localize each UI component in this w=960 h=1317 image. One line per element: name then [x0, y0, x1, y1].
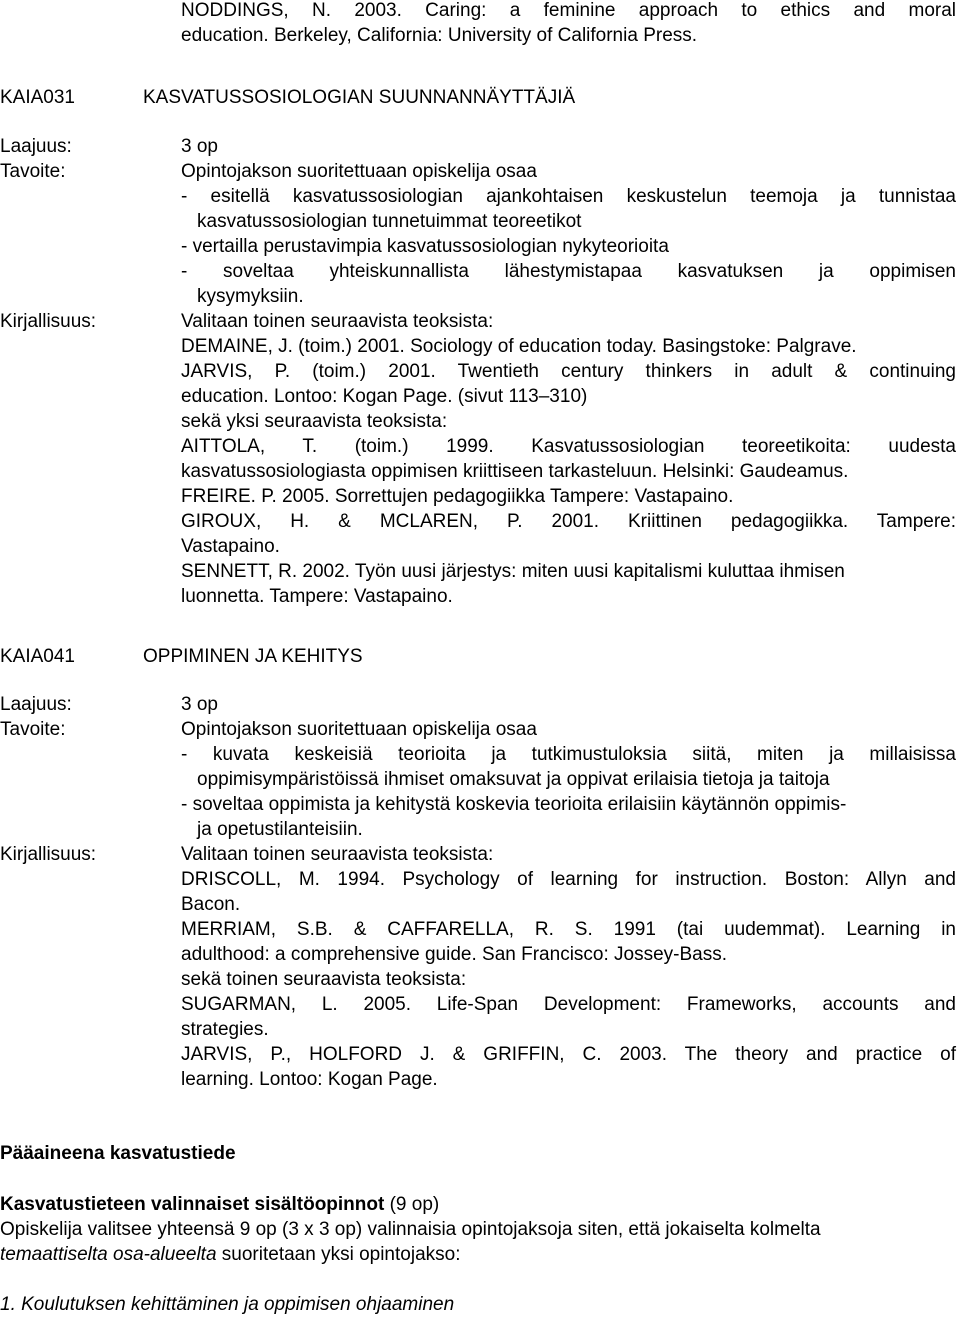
kirjallisuus-line: JARVIS, P. (toim.) 2001. Twentieth century thinkers in adult & continuing	[181, 361, 956, 382]
course-title: KASVATUSSOSIOLOGIAN SUUNNANNÄYTTÄJIÄ	[143, 87, 576, 108]
kirjallisuus-line: sekä toinen seuraavista teoksista:	[181, 969, 467, 990]
tavoite-label: Tavoite:	[0, 719, 66, 740]
kirjallisuus-line: adulthood: a comprehensive guide. San Francisco: Jossey-Bass.	[181, 944, 728, 965]
kirjallisuus-line: GIROUX, H. & MCLAREN, P. 2001. Kriittinen pedagogiikka. Tampere:	[181, 511, 956, 532]
laajuus-label: Laajuus:	[0, 694, 72, 715]
kirjallisuus-line: strategies.	[181, 1019, 269, 1040]
course-code: KAIA031	[0, 87, 75, 108]
kirjallisuus-line: education. Lontoo: Kogan Page. (sivut 113–310)	[181, 386, 588, 407]
tavoite-line: - esitellä kasvatussosiologian ajankohtaisen keskustelun teemoja ja tunnistaa	[181, 186, 956, 207]
kirjallisuus-line: kasvatussosiologiasta oppimisen kriittiseen tarkasteluun. Helsinki: Gaudeamus.	[181, 461, 849, 482]
kirjallisuus-line: SUGARMAN, L. 2005. Life-Span Development: Frameworks, accounts and	[181, 994, 956, 1015]
reference-line: NODDINGS, N. 2003. Caring: a feminine approach to ethics and moral	[181, 0, 956, 21]
paragraph-line: Opiskelija valitsee yhteensä 9 op (3 x 3 op) valinnaisia opintojaksoja siten, että jokaiselta kolmelta	[0, 1219, 821, 1240]
kirjallisuus-line: JARVIS, P., HOLFORD J. & GRIFFIN, C. 2003. The theory and practice of	[181, 1044, 956, 1065]
kirjallisuus-line: Vastapaino.	[181, 536, 280, 557]
kirjallisuus-line: FREIRE. P. 2005. Sorrettujen pedagogiikka Tampere: Vastapaino.	[181, 486, 734, 507]
kirjallisuus-line: Valitaan toinen seuraavista teoksista:	[181, 844, 494, 865]
tavoite-line: oppimisympäristöissä ihmiset omaksuvat ja oppivat erilaisia tietoja ja taitoja	[197, 769, 830, 790]
list-item: 1. Koulutuksen kehittäminen ja oppimisen ohjaaminen	[0, 1294, 455, 1315]
subheading-rest: (9 op)	[384, 1194, 440, 1215]
kirjallisuus-line: DRISCOLL, M. 1994. Psychology of learning for instruction. Boston: Allyn and	[181, 869, 956, 890]
tavoite-line: - vertailla perustavimpia kasvatussosiologian nykyteorioita	[181, 236, 669, 257]
kirjallisuus-line: MERRIAM, S.B. & CAFFARELLA, R. S. 1991 (tai uudemmat). Learning in	[181, 919, 956, 940]
kirjallisuus-label: Kirjallisuus:	[0, 844, 97, 865]
subheading	[0, 1192, 439, 1217]
laajuus-value: 3 op	[181, 136, 218, 157]
tavoite-line: kysymyksiin.	[197, 286, 304, 307]
tavoite-line: - soveltaa yhteiskunnallista lähestymistapaa kasvatuksen ja oppimisen	[181, 261, 956, 282]
kirjallisuus-line: luonnetta. Tampere: Vastapaino.	[181, 586, 453, 607]
course-code: KAIA041	[0, 646, 75, 667]
tavoite-label: Tavoite:	[0, 161, 66, 182]
paragraph-rest: suoritetaan yksi opintojakso:	[216, 1244, 461, 1265]
kirjallisuus-line: AITTOLA, T. (toim.) 1999. Kasvatussosiologian teoreetikoita: uudesta	[181, 436, 956, 457]
kirjallisuus-label: Kirjallisuus:	[0, 311, 97, 332]
kirjallisuus-line: learning. Lontoo: Kogan Page.	[181, 1069, 438, 1090]
tavoite-line: Opintojakson suoritettuaan opiskelija osaa	[181, 161, 537, 182]
kirjallisuus-line: DEMAINE, J. (toim.) 2001. Sociology of education today. Basingstoke: Palgrave.	[181, 336, 857, 357]
course-title: OPPIMINEN JA KEHITYS	[143, 646, 363, 667]
subheading-bold: Kasvatustieteen valinnaiset sisältöopinnot	[0, 1194, 385, 1215]
paragraph-line	[0, 1242, 460, 1267]
kirjallisuus-line: Bacon.	[181, 894, 241, 915]
tavoite-line: - kuvata keskeisiä teorioita ja tutkimustuloksia siitä, miten ja millaisissa	[181, 744, 956, 765]
paragraph-italic: temaattiselta osa-alueelta	[0, 1244, 217, 1265]
laajuus-value: 3 op	[181, 694, 218, 715]
tavoite-line: kasvatussosiologian tunnetuimmat teoreetikot	[197, 211, 582, 232]
section-heading: Pääaineena kasvatustiede	[0, 1143, 236, 1164]
kirjallisuus-line: sekä yksi seuraavista teoksista:	[181, 411, 448, 432]
kirjallisuus-line: Valitaan toinen seuraavista teoksista:	[181, 311, 494, 332]
tavoite-line: - soveltaa oppimista ja kehitystä koskevia teorioita erilaisiin käytännön oppimis-	[181, 794, 847, 815]
tavoite-line: ja opetustilanteisiin.	[197, 819, 363, 840]
kirjallisuus-line: SENNETT, R. 2002. Työn uusi järjestys: miten uusi kapitalismi kuluttaa ihmisen	[181, 561, 845, 582]
tavoite-line: Opintojakson suoritettuaan opiskelija osaa	[181, 719, 537, 740]
laajuus-label: Laajuus:	[0, 136, 72, 157]
reference-line: education. Berkeley, California: University of California Press.	[181, 25, 698, 46]
